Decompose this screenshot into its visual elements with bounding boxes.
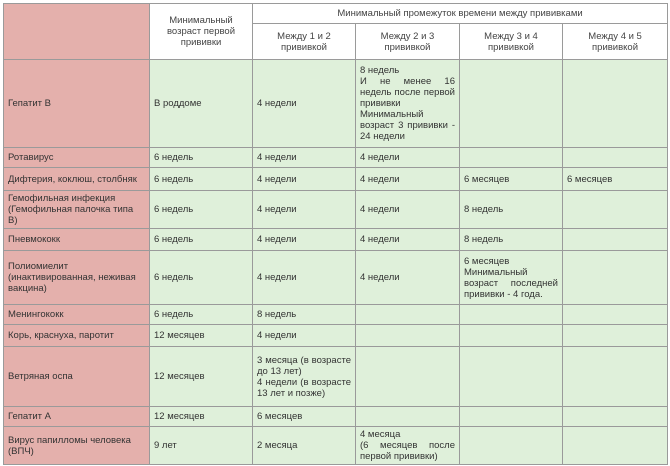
- interval-4-5-cell: [563, 347, 668, 407]
- interval-3-4-cell: 6 месяцев Минимальный возраст последней прививки - 4 года.: [460, 251, 563, 305]
- table-row: [4, 427, 668, 465]
- interval-4-5-cell: [563, 407, 668, 427]
- interval-2-3-cell: 8 недель И не менее 16 недель после первой прививки Минимальный возраст 3 прививки - 24 недели: [356, 60, 460, 148]
- interval-3-4-cell: [460, 325, 563, 347]
- min-age-cell: 12 месяцев: [150, 407, 253, 427]
- table-row: [4, 305, 668, 325]
- interval-1-2-cell: 4 недели: [253, 191, 356, 229]
- interval-3-4-cell: [460, 427, 563, 465]
- interval-4-5-cell: 6 месяцев: [563, 168, 668, 191]
- min-age-cell: 6 недель: [150, 168, 253, 191]
- table-body: [4, 60, 668, 465]
- interval-3-4-cell: 8 недель: [460, 229, 563, 251]
- min-age-cell: В роддоме: [150, 60, 253, 148]
- interval-4-5-cell: [563, 305, 668, 325]
- interval-3-4-cell: [460, 305, 563, 325]
- min-age-cell: 6 недель: [150, 229, 253, 251]
- interval-2-3-cell: 4 недели: [356, 229, 460, 251]
- interval-2-3-cell: [356, 305, 460, 325]
- vaccine-name-cell: Корь, краснуха, паротит: [4, 325, 150, 347]
- min-age-cell: 12 месяцев: [150, 325, 253, 347]
- vaccine-name-cell: Полиомиелит (инактивированная, неживая вакцина): [4, 251, 150, 305]
- interval-4-5-cell: [563, 148, 668, 168]
- interval-1-2-cell: 2 месяца: [253, 427, 356, 465]
- min-age-cell: 12 месяцев: [150, 347, 253, 407]
- header-interval-group: Минимальный промежуток времени между прививками: [253, 4, 668, 24]
- interval-2-3-cell: [356, 325, 460, 347]
- interval-1-2-cell: 6 месяцев: [253, 407, 356, 427]
- corner-cell: [4, 4, 150, 60]
- min-age-cell: 6 недель: [150, 251, 253, 305]
- interval-3-4-cell: [460, 148, 563, 168]
- interval-1-2-cell: 4 недели: [253, 60, 356, 148]
- interval-1-2-cell: 4 недели: [253, 251, 356, 305]
- interval-1-2-cell: 4 недели: [253, 325, 356, 347]
- header-interval-4-5: Между 4 и 5 прививкой: [563, 24, 668, 60]
- interval-4-5-cell: [563, 325, 668, 347]
- interval-3-4-cell: [460, 60, 563, 148]
- interval-1-2-cell: 3 месяца (в возрасте до 13 лет) 4 недели (в возрасте 13 лет и позже): [253, 347, 356, 407]
- header-interval-1-2: Между 1 и 2 прививкой: [253, 24, 356, 60]
- min-age-cell: 6 недель: [150, 148, 253, 168]
- table-row: [4, 407, 668, 427]
- interval-2-3-cell: 4 месяца (6 месяцев после первой прививки): [356, 427, 460, 465]
- interval-3-4-cell: [460, 347, 563, 407]
- vaccine-name-cell: Пневмококк: [4, 229, 150, 251]
- table-row: [4, 168, 668, 191]
- vaccine-name-cell: Вирус папилломы человека (ВПЧ): [4, 427, 150, 465]
- min-age-cell: 9 лет: [150, 427, 253, 465]
- table-row: [4, 229, 668, 251]
- vaccine-name-cell: Дифтерия, коклюш, столбняк: [4, 168, 150, 191]
- interval-3-4-cell: 6 месяцев: [460, 168, 563, 191]
- interval-2-3-cell: 4 недели: [356, 168, 460, 191]
- vaccine-name-cell: Гепатит В: [4, 60, 150, 148]
- interval-1-2-cell: 4 недели: [253, 168, 356, 191]
- table-row: [4, 191, 668, 229]
- interval-2-3-cell: 4 недели: [356, 148, 460, 168]
- interval-4-5-cell: [563, 427, 668, 465]
- header-min-age: Минимальный возраст первой прививки: [150, 4, 253, 60]
- header-interval-2-3: Между 2 и 3 прививкой: [356, 24, 460, 60]
- interval-1-2-cell: 4 недели: [253, 229, 356, 251]
- interval-2-3-cell: 4 недели: [356, 191, 460, 229]
- interval-3-4-cell: [460, 407, 563, 427]
- table-row: [4, 325, 668, 347]
- interval-4-5-cell: [563, 191, 668, 229]
- table-row: [4, 60, 668, 148]
- interval-2-3-cell: [356, 407, 460, 427]
- min-age-cell: 6 недель: [150, 191, 253, 229]
- header-interval-3-4: Между 3 и 4 прививкой: [460, 24, 563, 60]
- min-age-cell: 6 недель: [150, 305, 253, 325]
- interval-3-4-cell: 8 недель: [460, 191, 563, 229]
- table-row: [4, 148, 668, 168]
- table-row: [4, 251, 668, 305]
- interval-4-5-cell: [563, 60, 668, 148]
- interval-4-5-cell: [563, 229, 668, 251]
- vaccine-name-cell: Гепатит А: [4, 407, 150, 427]
- vaccine-name-cell: Ротавирус: [4, 148, 150, 168]
- interval-2-3-cell: [356, 347, 460, 407]
- vaccine-name-cell: Менингококк: [4, 305, 150, 325]
- interval-2-3-cell: 4 недели: [356, 251, 460, 305]
- table-row: [4, 347, 668, 407]
- interval-1-2-cell: 4 недели: [253, 148, 356, 168]
- vaccine-name-cell: Гемофильная инфекция (Гемофильная палочка типа В): [4, 191, 150, 229]
- interval-4-5-cell: [563, 251, 668, 305]
- vaccine-name-cell: Ветряная оспа: [4, 347, 150, 407]
- interval-1-2-cell: 8 недель: [253, 305, 356, 325]
- vaccination-schedule-table: [3, 3, 668, 465]
